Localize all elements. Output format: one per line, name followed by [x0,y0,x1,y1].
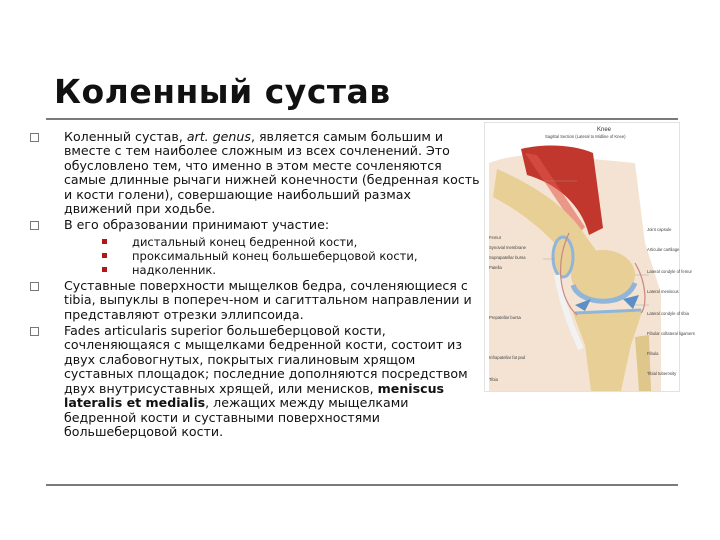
knee-sagittal-section [485,123,695,391]
slide-body [30,130,480,441]
label-lateral-condyle-femur: Lateral condyle of femur [647,269,692,274]
list-item [64,235,480,249]
paragraph-3 [30,279,480,322]
sub-bullet-marker [102,253,107,258]
list-item [64,263,480,277]
sub-list [64,235,480,277]
latin-term-meniscus: meniscus lateralis et medialis [64,380,445,411]
figure-subtitle: Sagittal Section (Lateral to Midline of Knee) [545,134,626,139]
label-tibia: Tibia [489,377,498,382]
bullet-marker [30,133,39,142]
label-lateral-meniscus: Lateral meniscus [647,289,679,294]
knee-illustration [484,122,695,392]
paragraph-3-text: Суставные поверхности мыщелков бедра, сочленяющиеся с tibia, выпуклы в попереч-ном и сагиттальном направлении и представляют отрезки эллипсоида. [64,277,472,322]
latin-term-art-genus: art. genus [186,129,251,144]
paragraph-1-lead: Коленный сустав, [64,129,187,144]
paragraph-1-rest: , является самым большим и вместе с тем наиболее сложным из всех сочленений. Это обусловлено тем, что именно в этом месте сочленяются самые длинные рычаги нижней конечности (бедренная кость и кости голени), совершающие наибольший размах движений при ходьбе. [64,129,480,217]
label-tibial-tuberosity: Tibial tuberosity [647,371,677,376]
label-suprapatellar-bursa: Suprapatellar bursa [489,255,526,260]
label-femur: Femur [489,235,502,240]
slide-title: Коленный сустав [54,72,391,111]
list-item-text: надколенник. [132,262,217,277]
list-item [64,249,480,263]
sub-bullet-marker [102,239,107,244]
paragraph-2 [30,218,480,276]
label-fibular-collateral-ligament: Fibular collateral ligament [647,331,695,336]
bullet-marker [30,282,39,291]
label-infrapatellar-fat-pad: Infrapatellar fat pad [489,355,526,360]
paragraph-2-text: В его образовании принимают участие: [64,217,330,233]
label-prepatellar-bursa: Prepatellar bursa [489,315,521,320]
bullet-marker [30,327,39,336]
label-synovial-membrane: Synovial membrane [489,245,527,250]
list-item-text: дистальный конец бедренной кости, [132,234,358,249]
paragraph-4-rest: , лежащих между мыщелками бедренной кости и суставными поверхностями большеберцовой кости. [64,395,409,439]
label-joint-capsule: Joint capsule [647,227,672,232]
bullet-marker [30,221,39,230]
figure-title: Knee [597,127,612,133]
label-patella: Patella [489,265,502,270]
label-fibula: Fibula [647,351,659,356]
bottom-divider [46,484,678,486]
title-divider [46,118,678,120]
sub-bullet-marker [102,267,107,272]
label-articular-cartilage: Articular cartilage [647,247,680,252]
paragraph-1 [30,130,480,216]
list-item-text: проксимальный конец большеберцовой кости, [132,248,418,263]
paragraph-4 [30,324,480,439]
label-lateral-condyle-tibia: Lateral condyle of tibia [647,311,689,316]
paragraph-4-lead: Fades articularis superior большеберцовой кости, сочленяющаяся с мыщелками бедренной кости, состоит из двух слабовогнутых, покрытых гиалиновым хрящом суставных площадок; последние дополняются посредством двух внутрисуставных хрящей, или менисков, [64,323,468,396]
